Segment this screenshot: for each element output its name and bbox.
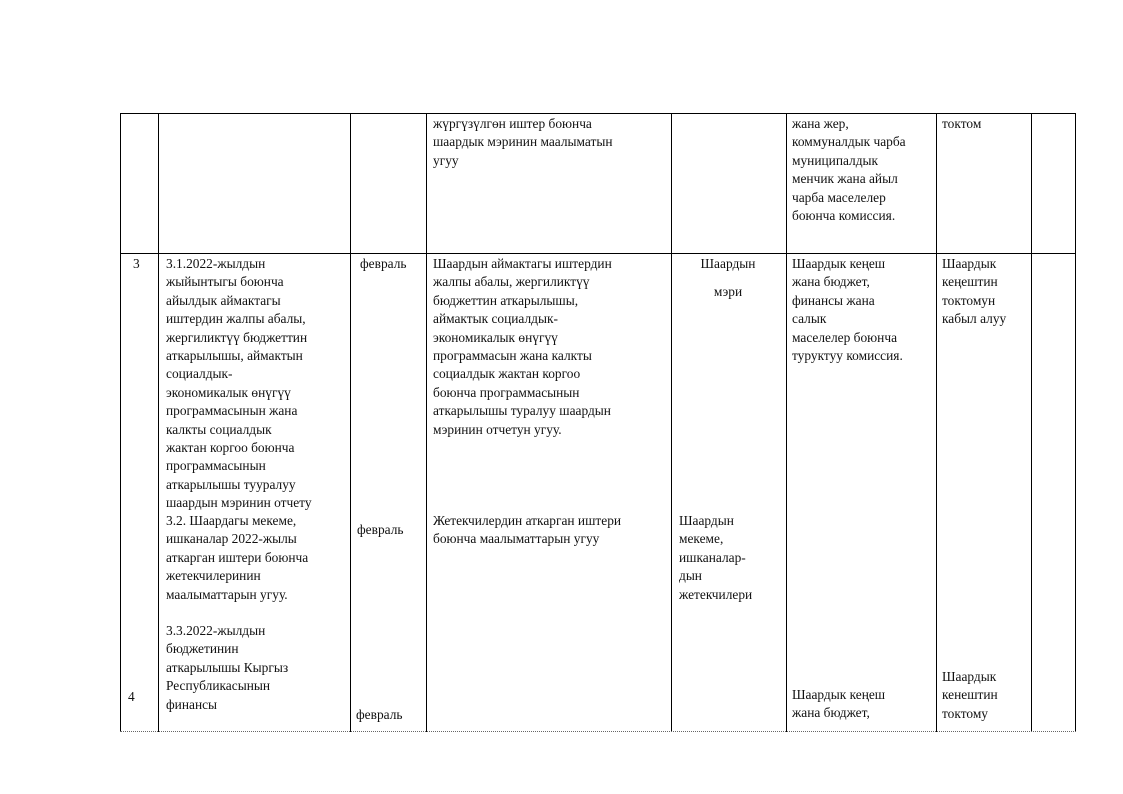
row-divider [121, 253, 1075, 254]
row-number-4: 4 [128, 689, 135, 704]
item-3-1: 3.1.2022-жылдын жыйынтыгы боюнча айылдык аймактагы иштердин жалпы абалы, жергиликтүү бюджеттин аткарылышы, аймактын социалдык- экономикалык өнүгүү программасынын жана калкты социалдык жактан коргоо боюнча программасынын аткарылышы тууралуу шаардын мэринин отчету [166, 256, 312, 511]
column-divider [1031, 114, 1032, 732]
commission-1: Шаардык кеңеш жана бюджет, финансы жана салык маселелер боюнча туруктуу комиссия. [792, 256, 903, 364]
measure-2: Жетекчилердин аткарган иштери боюнча маалыматтарын угуу [433, 513, 622, 547]
column-divider [936, 114, 937, 732]
column-divider [671, 114, 672, 732]
row-4-result: Шаардык кенештин токтому [942, 669, 998, 721]
top-row-commission: жана жер, коммуналдык чарба муниципалдык менчик жана айыл чарба маселелер боюнча комиссия. [792, 116, 906, 224]
column-divider [786, 114, 787, 732]
result-1: Шаардык кеңештин токтомун кабыл алуу [942, 256, 1007, 327]
item-3-3: 3.3.2022-жылдын бюджетинин аткарылышы Кыргыз Республикасынын финансы [166, 623, 289, 712]
responsible-1b: мэри [713, 284, 743, 299]
column-divider [350, 114, 351, 732]
row-number-3: 3 [133, 256, 140, 271]
top-row-result: токтом [942, 116, 982, 131]
term-1: февраль [360, 256, 407, 271]
column-divider [158, 114, 159, 732]
term-3: февраль [356, 707, 403, 722]
column-divider [426, 114, 427, 732]
responsible-2: Шаардын мекеме, ишканалар- дын жетекчилери [679, 513, 753, 602]
responsible-1a: Шаардын [700, 256, 756, 271]
item-3-2: 3.2. Шаардагы мекеме, ишканалар 2022-жылы аткарган иштери боюнча жетекчилеринин маалыматтарын угуу. [166, 513, 309, 602]
term-2: февраль [357, 522, 404, 537]
measure-1: Шаардын аймактагы иштердин жалпы абалы, жергиликтүү бюджеттин аткарылышы, аймактык социалдык- экономикалык өнүгүү программасын жана калкты социалдык жактан коргоо боюнча программасынын аткарылышы туралуу шаардын мэринин отчетун угуу. [433, 256, 612, 437]
table-bottom-edge [120, 731, 1076, 732]
row-4-commission: Шаардык кеңеш жана бюджет, [792, 687, 886, 721]
top-row-measure: жүргүзүлгөн иштер боюнча шаардык мэринин маалыматын угуу [433, 116, 613, 168]
